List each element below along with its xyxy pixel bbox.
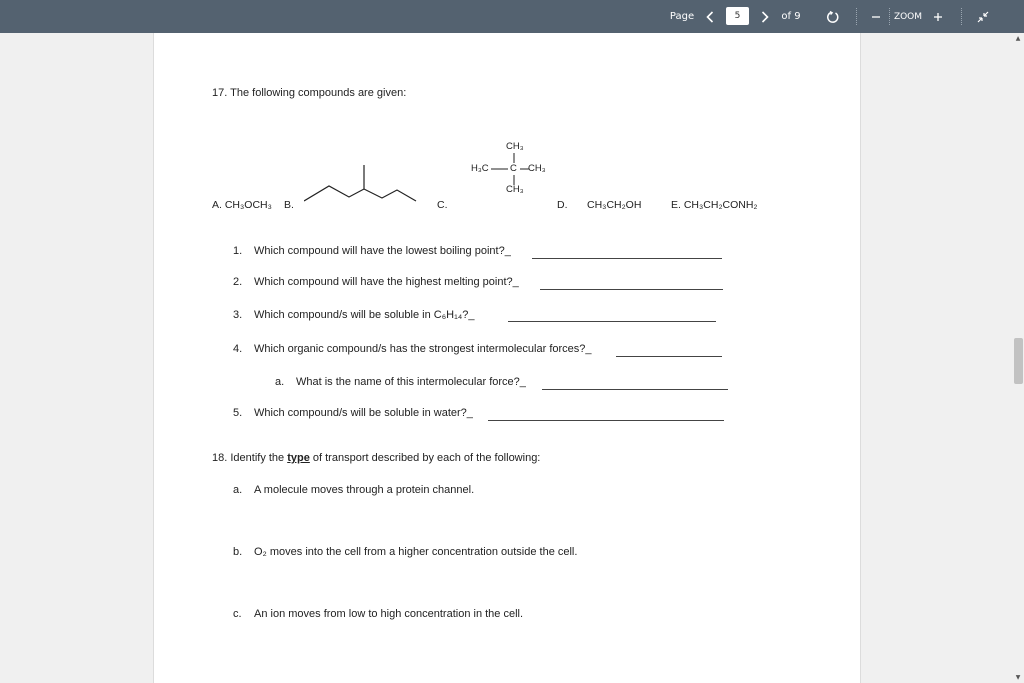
- chevron-right-icon: [761, 11, 769, 23]
- option-b-label: B.: [284, 199, 294, 211]
- q18-prompt-emphasis: type: [287, 452, 310, 464]
- q17-item-5-text: Which compound/s will be soluble in water?_: [254, 407, 473, 419]
- q18-item-c-letter: c.: [233, 608, 242, 620]
- q18-item-c-text: An ion moves from low to high concentration in the cell.: [254, 608, 524, 620]
- toolbar-divider: [856, 8, 857, 25]
- answer-line[interactable]: [540, 289, 723, 290]
- structure-c-right: CH₃: [528, 163, 546, 174]
- page-number-input[interactable]: 5: [726, 7, 749, 25]
- structure-c-bonds: [489, 153, 534, 187]
- q18-item-a-letter: a.: [233, 484, 243, 496]
- answer-line[interactable]: [616, 356, 722, 357]
- structure-c-top: CH₃: [506, 141, 524, 152]
- scroll-up-arrow[interactable]: ▲: [1015, 34, 1021, 42]
- zoom-out-button[interactable]: [866, 0, 886, 33]
- q17-item-4a-letter: a.: [275, 376, 285, 388]
- answer-line[interactable]: [488, 420, 724, 421]
- rotate-icon: [827, 11, 839, 23]
- option-d-label: D.: [557, 199, 568, 211]
- collapse-icon: [977, 11, 989, 23]
- previous-page-button[interactable]: [702, 0, 718, 33]
- q17-item-3-text: Which compound/s will be soluble in C₆H₁₄?_: [254, 309, 475, 321]
- structure-b-skeletal: [304, 161, 422, 205]
- q18-prompt-end: of transport described by each of the following:: [309, 452, 541, 464]
- q18-prompt-start: 18. Identify the: [212, 452, 288, 464]
- toolbar-divider: [961, 8, 962, 25]
- q17-item-2-text: Which compound will have the highest melting point?_: [254, 276, 519, 288]
- q18-item-b-text: O₂ moves into the cell from a higher concentration outside the cell.: [254, 546, 578, 558]
- chevron-left-icon: [706, 11, 714, 23]
- document-page: [153, 33, 861, 683]
- q18-item-b-letter: b.: [233, 546, 243, 558]
- next-page-button[interactable]: [757, 0, 773, 33]
- structure-c-left: H₃C: [471, 163, 489, 174]
- answer-line[interactable]: [542, 389, 728, 390]
- q17-item-3-number: 3.: [233, 309, 243, 321]
- option-a: A. CH₃OCH₃: [212, 199, 272, 211]
- option-c-label: C.: [437, 199, 448, 211]
- scrollbar-thumb[interactable]: [1014, 338, 1023, 384]
- zoom-in-button[interactable]: [928, 0, 948, 33]
- zoom-label: ZOOM: [893, 11, 923, 22]
- question-18-prompt: [212, 452, 540, 464]
- rotate-button[interactable]: [822, 0, 844, 33]
- option-e: E. CH₃CH₂CONH₂: [671, 199, 758, 211]
- page-label: Page: [669, 11, 695, 22]
- question-17-prompt: 17. The following compounds are given:: [212, 87, 407, 99]
- toolbar-divider: [889, 8, 890, 25]
- q17-item-4-text: Which organic compound/s has the strongest intermolecular forces?_: [254, 343, 592, 355]
- q17-item-1-text: Which compound will have the lowest boiling point?_: [254, 245, 511, 257]
- q17-item-2-number: 2.: [233, 276, 243, 288]
- option-d: CH₃CH₂OH: [587, 199, 642, 211]
- q17-item-4a-text: What is the name of this intermolecular force?_: [296, 376, 526, 388]
- q17-item-4-number: 4.: [233, 343, 243, 355]
- minus-icon: [871, 12, 881, 22]
- structure-c-bottom: CH₃: [506, 184, 524, 195]
- answer-line[interactable]: [532, 258, 722, 259]
- q17-item-5-number: 5.: [233, 407, 243, 419]
- fit-to-page-button[interactable]: [970, 0, 996, 33]
- plus-icon: [933, 12, 943, 22]
- viewer-toolbar: [0, 0, 1024, 33]
- scroll-down-arrow[interactable]: ▼: [1015, 673, 1021, 681]
- structure-c-center: C: [510, 163, 517, 174]
- page-count-label: of 9: [781, 11, 801, 22]
- answer-line[interactable]: [508, 321, 716, 322]
- q17-item-1-number: 1.: [233, 245, 243, 257]
- q18-item-a-text: A molecule moves through a protein channel.: [254, 484, 475, 496]
